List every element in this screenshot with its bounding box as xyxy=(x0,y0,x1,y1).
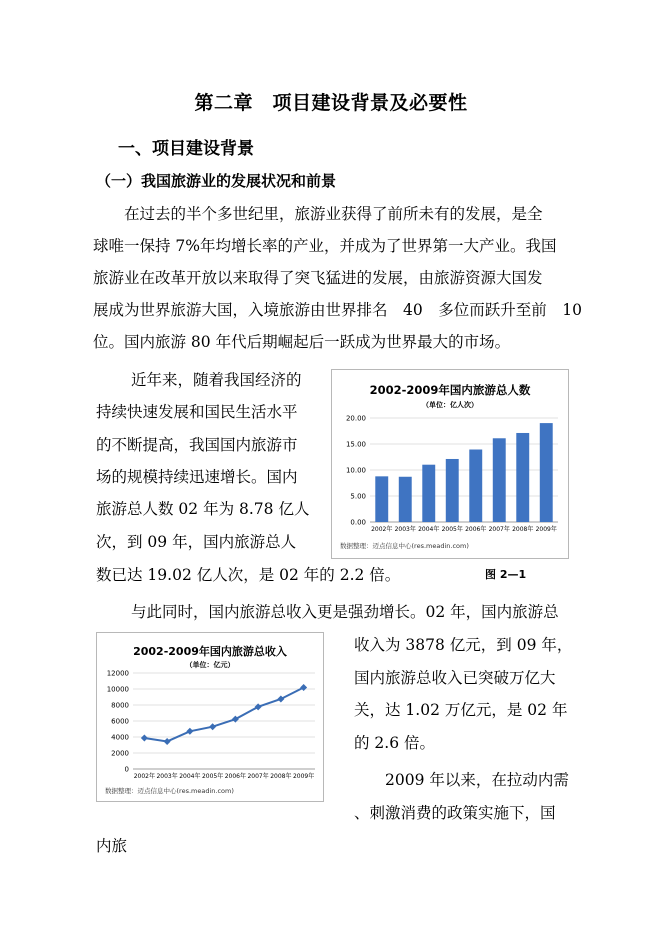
bar xyxy=(399,477,412,522)
para1-line: 在过去的半个多世纪里，旅游业获得了前所未有的发展，是全 xyxy=(124,205,543,223)
para4-line: 2009 年以来，在拉动内需 xyxy=(385,771,569,789)
para2-line: 持续快速发展和国民生活水平 xyxy=(96,403,298,421)
y-tick-label: 5.00 xyxy=(350,492,366,501)
chart-source: 数据整理：迈点信息中心(res.meadin.com) xyxy=(340,542,469,550)
y-tick-label: 8000 xyxy=(111,701,129,710)
para4-line: 内旅 xyxy=(96,837,128,855)
section-heading: 一、项目建设背景 xyxy=(118,139,254,159)
x-tick-label: 2006年 xyxy=(465,526,487,533)
para3-line: 关，达 1.02 万亿元，是 02 年 xyxy=(354,701,568,719)
para2-line: 场的规模持续迅速增长。国内 xyxy=(96,468,298,486)
bar xyxy=(469,450,482,522)
chart-title: 2002-2009年国内旅游总收入 xyxy=(133,645,287,658)
para3-line: 国内旅游总收入已突破万亿大 xyxy=(354,669,556,687)
y-tick-label: 20.00 xyxy=(345,414,366,423)
y-tick-label: 12000 xyxy=(106,669,129,678)
y-tick-label: 15.00 xyxy=(345,440,366,449)
y-tick-label: 0 xyxy=(124,765,129,774)
data-point xyxy=(277,696,284,703)
para2-line: 次，到 09 年，国内旅游总人 xyxy=(96,533,297,551)
line-chart-svg xyxy=(97,633,323,801)
data-point xyxy=(300,684,307,691)
bar xyxy=(422,465,435,522)
para1-line: 旅游业在改革开放以来取得了突飞猛进的发展，由旅游资源大国发 xyxy=(93,269,543,287)
chart-source: 数据整理：迈点信息中心(res.meadin.com) xyxy=(105,787,234,795)
para4-line: 、刺激消费的政策实施下，国 xyxy=(354,804,556,822)
x-tick-label: 2004年 xyxy=(179,773,201,780)
data-point xyxy=(209,723,216,730)
y-tick-label: 0.00 xyxy=(350,518,366,527)
x-tick-label: 2005年 xyxy=(441,526,463,533)
y-tick-label: 2000 xyxy=(111,749,129,758)
para2-line: 旅游总人数 02 年为 8.78 亿人 xyxy=(96,500,310,518)
y-tick-label: 6000 xyxy=(111,717,129,726)
para3-line: 与此同时，国内旅游总收入更是强劲增长。02 年，国内旅游总 xyxy=(131,603,559,621)
x-tick-label: 2007年 xyxy=(488,526,510,533)
x-tick-label: 2004年 xyxy=(418,526,440,533)
x-tick-label: 2009年 xyxy=(535,526,557,533)
bar xyxy=(493,438,506,522)
para1-line: 展成为世界旅游大国，入境旅游由世界排名 40 多位而跃升至前 10 xyxy=(93,301,582,319)
x-tick-label: 2008年 xyxy=(270,773,292,780)
x-tick-label: 2009年 xyxy=(292,773,315,780)
subsection-heading: （一）我国旅游业的发展状况和前景 xyxy=(96,172,337,190)
para1-line: 球唯一保持 7%年均增长率的产业，并成为了世界第一大产业。我国 xyxy=(93,237,557,255)
x-tick-label: 2002年 xyxy=(133,773,156,780)
x-tick-label: 2005年 xyxy=(201,773,224,780)
bar xyxy=(516,433,529,522)
x-tick-label: 2002年 xyxy=(371,526,393,533)
para2-line: 近年来，随着我国经济的 xyxy=(131,371,302,389)
data-point xyxy=(164,738,171,745)
para2-line: 数已达 19.02 亿人次，是 02 年的 2.2 倍。 xyxy=(96,566,401,584)
para3-line: 的 2.6 倍。 xyxy=(354,734,436,752)
series-line xyxy=(144,688,303,742)
x-tick-label: 2003年 xyxy=(156,773,178,780)
chapter-title: 第二章 项目建设背景及必要性 xyxy=(194,92,468,114)
tourist-count-bar-chart xyxy=(331,369,569,559)
x-tick-label: 2007年 xyxy=(247,773,269,780)
chart-subtitle: （单位：亿元） xyxy=(185,661,235,669)
y-tick-label: 10000 xyxy=(106,685,129,694)
bar-chart-svg xyxy=(332,370,568,558)
chart-title: 2002-2009年国内旅游总人数 xyxy=(369,383,531,397)
para1-line: 位。国内旅游 80 年代后期崛起后一跃成为世界最大的市场。 xyxy=(93,333,511,351)
x-tick-label: 2006年 xyxy=(224,773,247,780)
bar xyxy=(375,476,388,522)
tourism-revenue-line-chart xyxy=(96,632,324,802)
para2-line: 的不断提高，我国国内旅游市 xyxy=(96,436,298,454)
x-tick-label: 2008年 xyxy=(512,526,534,533)
para3-line: 收入为 3878 亿元，到 09 年， xyxy=(354,636,573,654)
bar xyxy=(540,423,553,522)
x-tick-label: 2003年 xyxy=(394,526,416,533)
y-tick-label: 4000 xyxy=(111,733,129,742)
bar xyxy=(446,459,459,522)
data-point xyxy=(141,734,148,741)
data-point xyxy=(186,728,193,735)
figure-caption: 图 2—1 xyxy=(485,568,527,581)
y-tick-label: 10.00 xyxy=(345,466,366,475)
chart-subtitle: （单位：亿人次） xyxy=(422,401,478,409)
